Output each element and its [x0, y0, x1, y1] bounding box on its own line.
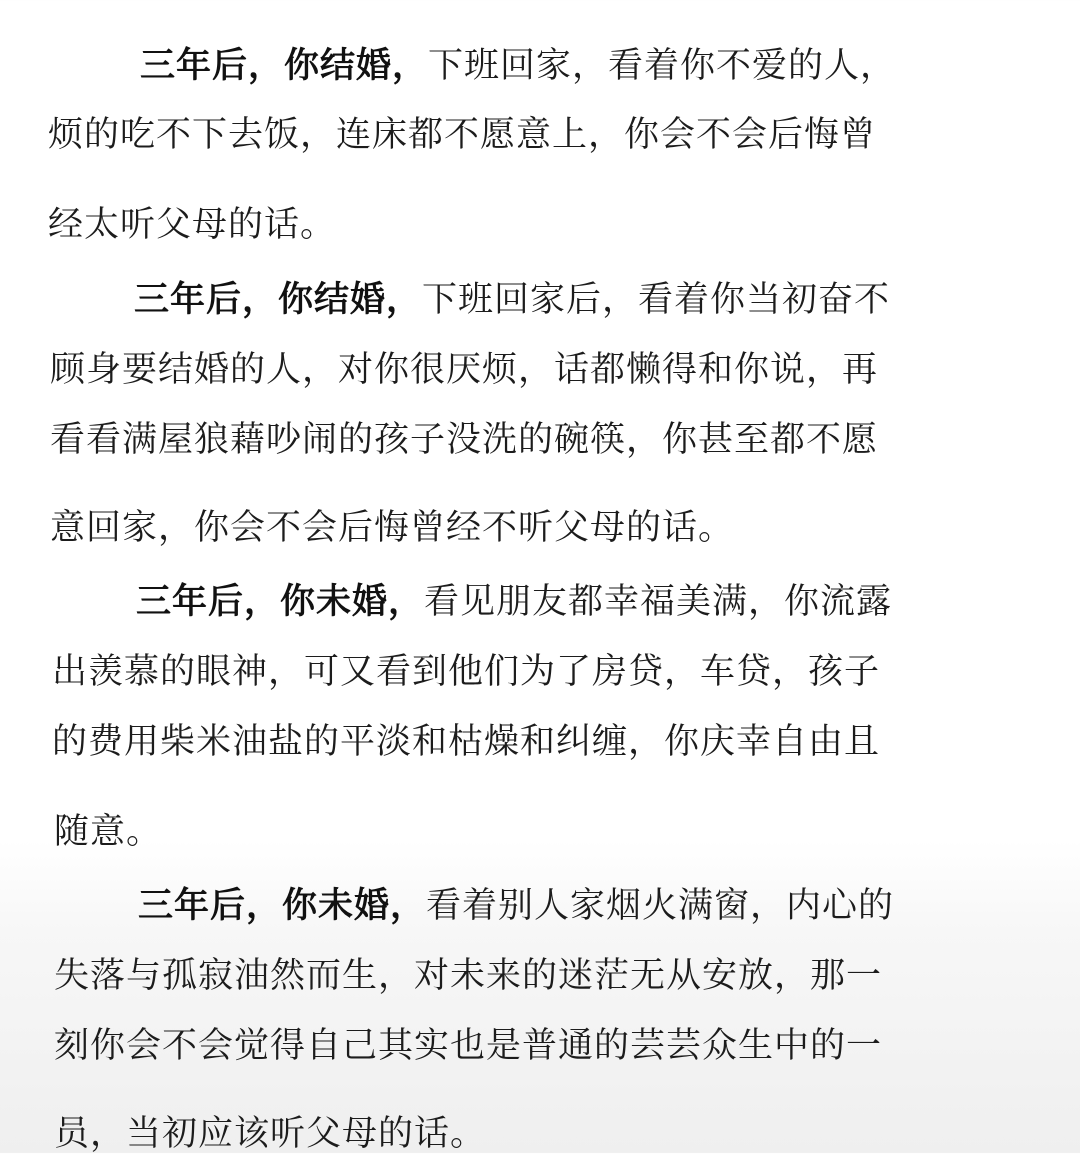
paragraph-4-line-3: 刻你会不会觉得自己其实也是普通的芸芸众生中的一: [54, 1026, 883, 1066]
paragraph-4-line-4: 员，当初应该听父母的话。: [54, 1114, 487, 1154]
paragraph-4-text-1: 看着别人家烟火满窗，内心的: [426, 886, 895, 926]
paragraph-2-line-1: [134, 278, 890, 322]
paragraph-2-bold-lead: 三年后，你结婚，: [134, 280, 423, 320]
paragraph-3-text-1: 看见朋友都幸福美满，你流露: [424, 582, 893, 622]
paragraph-2-text-1: 下班回家后，看着你当初奋不: [422, 280, 891, 320]
paragraph-2-line-4: 意回家，你会不会后悔曾经不听父母的话。: [50, 508, 735, 548]
paragraph-3-line-2: 出羡慕的眼神，可又看到他们为了房贷，车贷，孩子: [52, 652, 881, 692]
paragraph-3-bold-lead: 三年后，你未婚，: [136, 582, 425, 622]
paragraph-1-bold-lead: 三年后，你结婚，: [140, 46, 429, 86]
paragraph-4-bold-lead: 三年后，你未婚，: [138, 886, 427, 926]
paragraph-4-line-1: [138, 884, 894, 928]
paragraph-1-line-1: [140, 44, 896, 88]
paragraph-1-line-3: 经太听父母的话。: [48, 205, 337, 245]
paragraph-3-line-3: 的费用柴米油盐的平淡和枯燥和纠缠，你庆幸自由且: [52, 722, 881, 762]
paragraph-1-text-1: 下班回家，看着你不爱的人，: [428, 46, 897, 86]
paragraph-3-line-4: 随意。: [54, 812, 163, 852]
paragraph-2-line-2: 顾身要结婚的人，对你很厌烦，话都懒得和你说，再: [50, 350, 879, 390]
paragraph-1-line-2: 烦的吃不下去饭，连床都不愿意上，你会不会后悔曾: [48, 115, 877, 155]
paragraph-2-line-3: 看看满屋狼藉吵闹的孩子没洗的碗筷，你甚至都不愿: [50, 420, 879, 460]
paragraph-3-line-1: [136, 580, 892, 624]
paragraph-4-line-2: 失落与孤寂油然而生，对未来的迷茫无从安放，那一: [54, 956, 883, 996]
